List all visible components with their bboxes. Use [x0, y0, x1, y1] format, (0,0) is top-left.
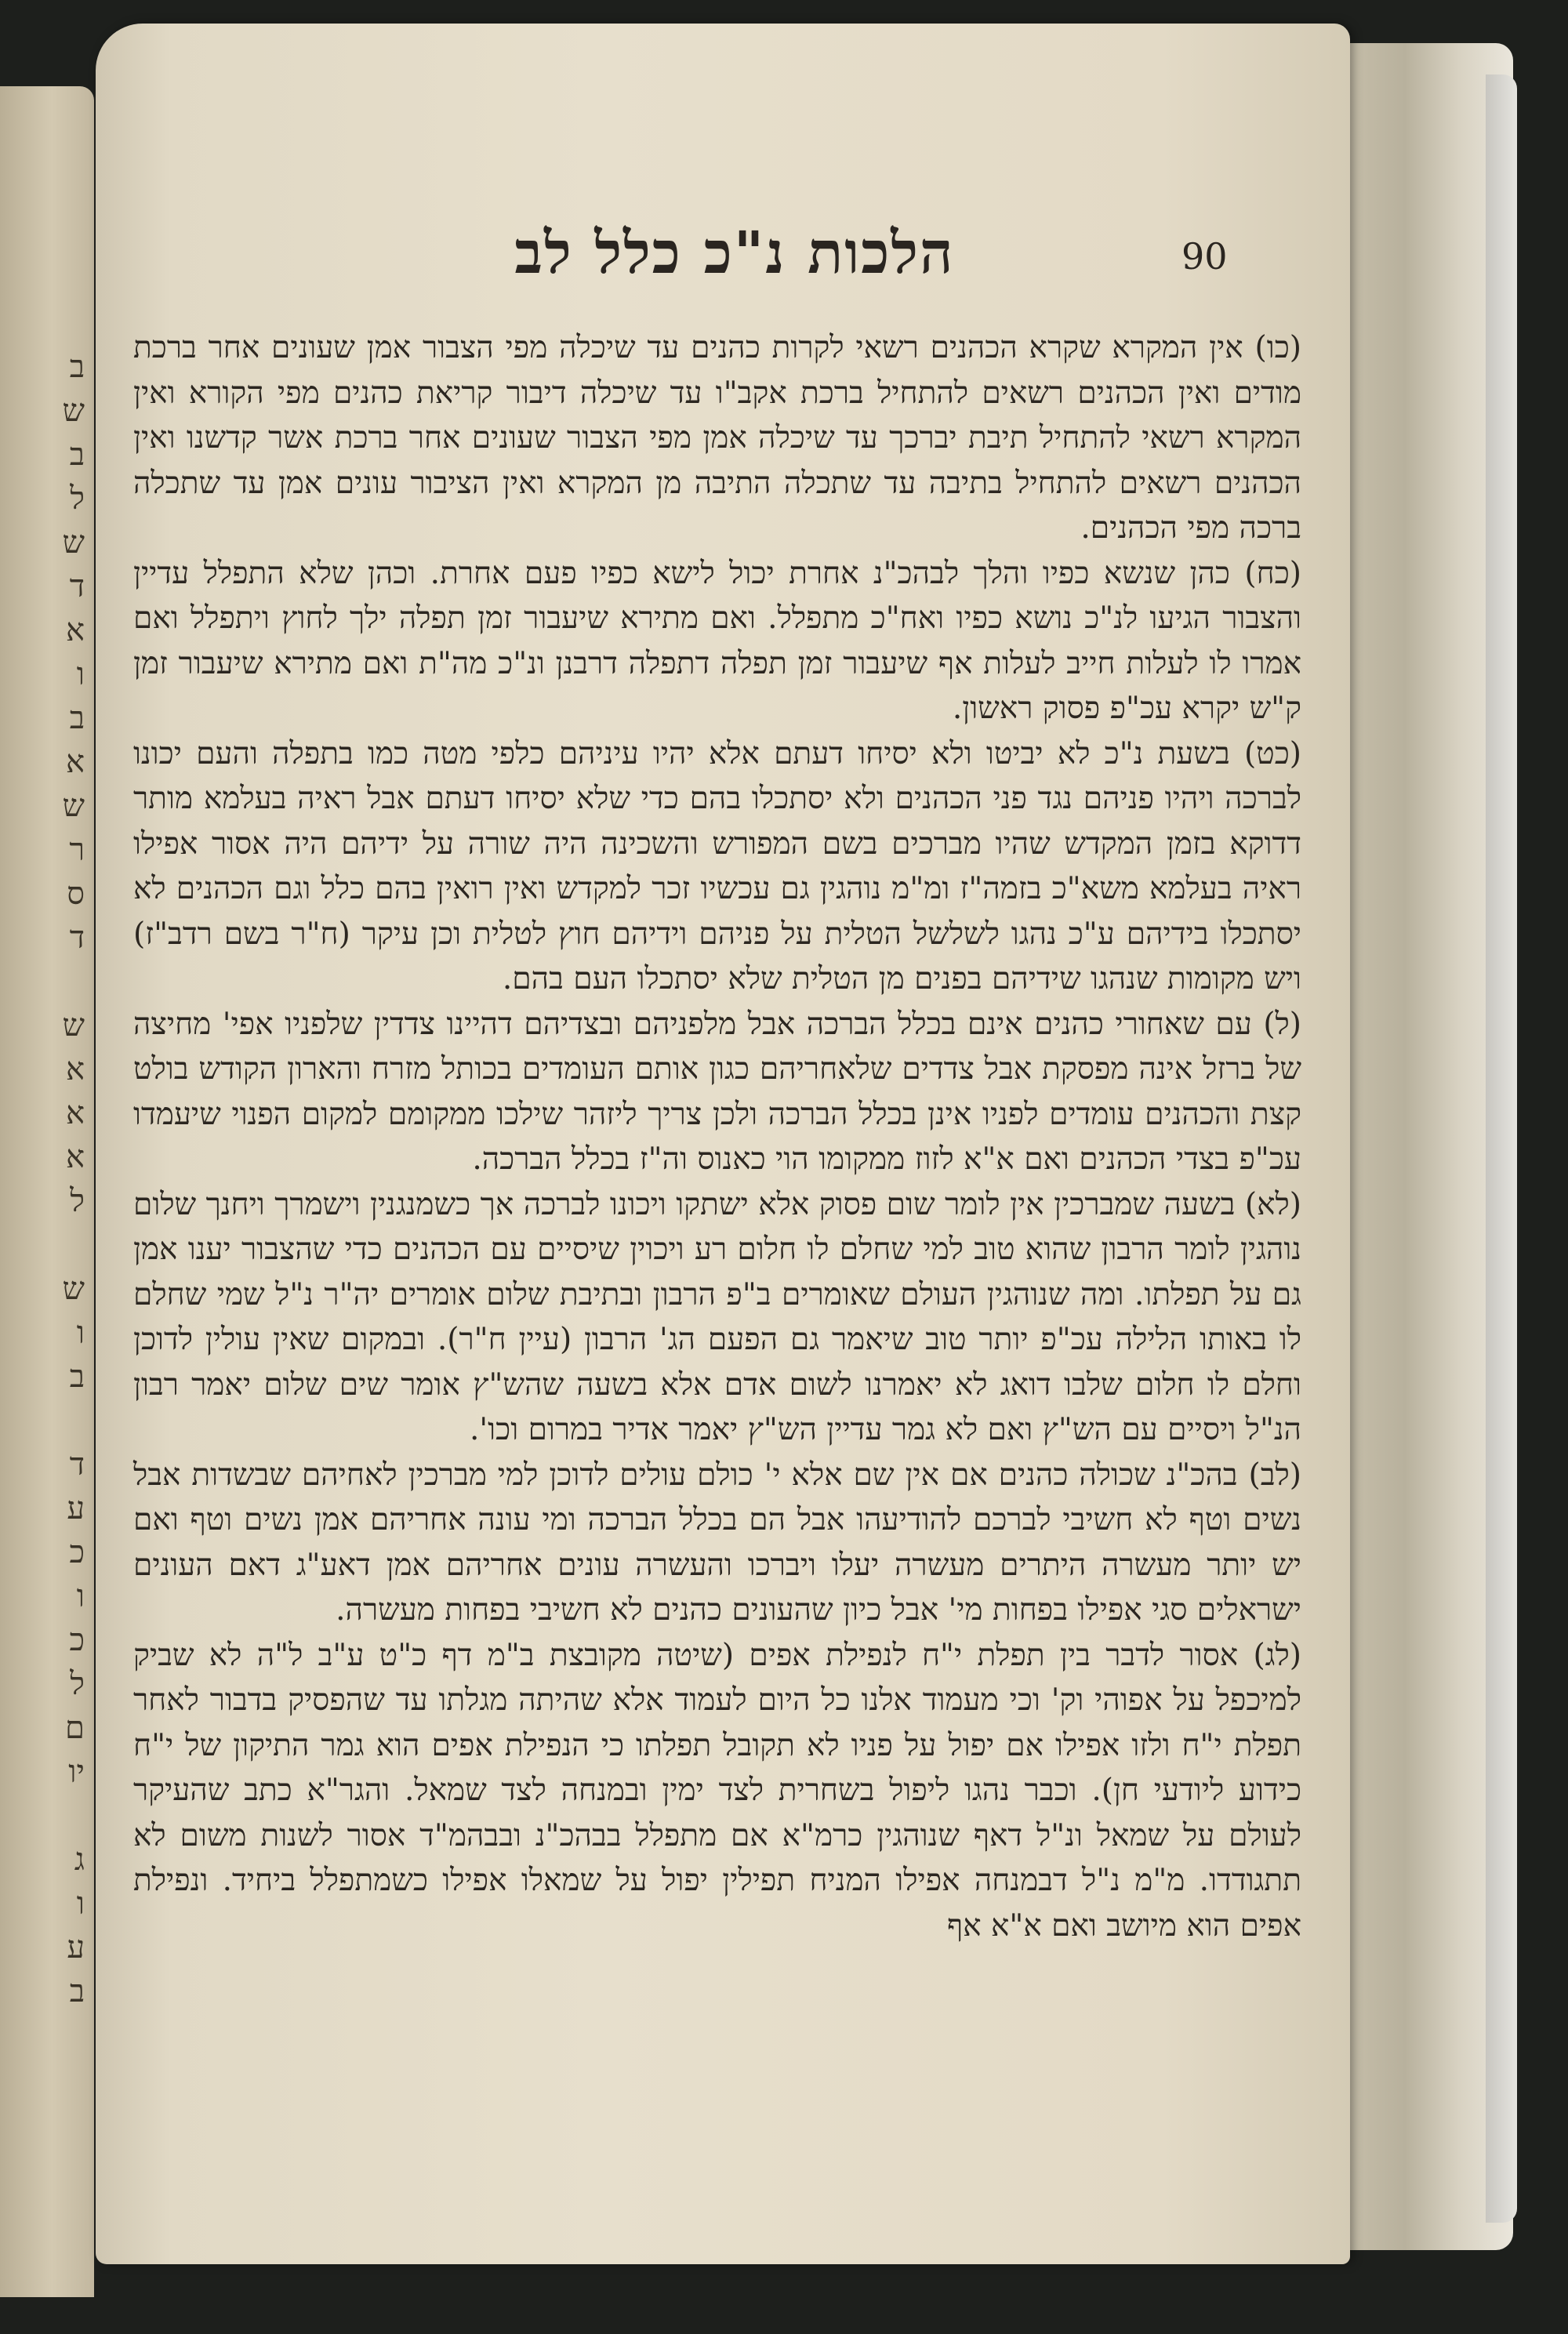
paragraph-text: אין המקרא שקרא הכהנים רשאי לקרות כהנים עד שיכלה מפי הצבור אמן שעונים אחר ברכת מודים ואין הכהנים רשאים להתחיל ברכת אקב"ו עד שיכלה דיבור קריאת כהנים מפי הקורא ואין המקרא רשאי להתחיל תיבת יברכך עד שיכלה אמן מפי הצבור שעונים אחר ברכת אשר קדשנו ואין הכהנים רשאים להתחיל בתיבה עד שתכלה התיבה מן המקרא ואין הציבור עונים אמן עד שתכלה ברכה מפי הכהנים. — [133, 330, 1301, 546]
paragraph-number: (כח) — [1244, 555, 1301, 591]
paragraph-number: (לב) — [1248, 1457, 1301, 1493]
facing-page-text-fragment: ב ש ב ל ש ד א ו ב א ש ר ס ד ש א א א ל ש ו ב ד ע כ ו כ ל ם יו ג ו ע ב — [62, 349, 85, 2009]
paragraph-lamed-gimel — [133, 1633, 1301, 1949]
paragraph-lamed-bet — [133, 1453, 1301, 1633]
paragraph-text: בשעת נ"כ לא יביטו ולא יסיחו דעתם אלא יהיו עיניהם כלפי מטה כמו בתפלה והעם יכונו לברכה ויהיו פניהם נגד פני הכהנים ולא יסתכלו בהם כדי שלא יסיחו דעתם אבל ראיה בעלמא מותר דדוקא בזמן המקדש שהיו מברכים בשם המפורש והשכינה היה שורה על ידיהם היה אסור אפילו ראיה בעלמא משא"כ בזמה"ז ומ"מ נוהגין גם עכשיו זכר למקדש ואין רואין בהם כלל וגם הכהנים לא יסתכלו בידיהם ע"כ נהגו לשלשל הטלית על פניהם וידיהם חוץ לטלית וכן עיקר (ח"ר בשם רדב"ז) ויש מקומות שנהגו שידיהם בפנים מן הטלית שלא יסתכלו העם בהם. — [133, 735, 1301, 996]
paragraph-number: (כט) — [1243, 735, 1301, 771]
paragraph-text: בהכ"נ שכולה כהנים אם אין שם אלא י' כולם עולים לדוכן למי מברכין לאחיהם שבשדות אבל נשים וטף לא חשיבי לברכם להודיעהו אבל הם בכלל הברכה ומי עונה אחריהם אמן נשים וטף ואם יש יותר מעשרה היתרים מעשרה יעלו ויברכו והעשרה עונים אחריהם אמן דאע"ג דאם העונים ישראלים סגי אפילו בפחות מי' אבל כיון שהעונים כהנים לא חשיבי בפחות מעשרה. — [133, 1457, 1301, 1628]
page-number: 90 — [1181, 235, 1228, 278]
paragraph-number: (לא) — [1244, 1186, 1301, 1222]
paragraph-text: אסור לדבר בין תפלת י"ח לנפילת אפים (שיטה מקובצת ב"מ דף כ"ט ע"ב ל"ה לא שביק למיכפל על אפוהי וק' וכי מעמוד אלנו כל היום לעמוד אלא שהיתה מגלתו עד שהפסיק בדבור לאחר תפלת י"ח ולזו אפילו אם יפול על פניו לא תקובל תפלתו כי הנפילת אפים הוא גמר התיקון של י"ח כידוע ליודעי חן). וכבר נהגו ליפול בשחרית לצד ימין ובמנחה לצד שמאל. והגר"א כתב שהעיקר לעולם על שמאל ונ"ל דאף שנוהגין כרמ"א אם מתפלל בבהכ"נ ובבהמ"ד אסור לשנות משום לא תתגודדו. מ"מ נ"ל דבמנחה אפילו המניח תפילין יפול על שמאלו אפילו כשמתפלל ביחיד. ונפילת אפים הוא מיושב ואם א"א אף — [133, 1637, 1301, 1944]
paragraph-number: (לג) — [1253, 1637, 1302, 1673]
paragraph-text: כהן שנשא כפיו והלך לבהכ"נ אחרת יכול לישא כפיו פעם אחרת. וכהן שלא התפלל עדיין והצבור הגיעו לנ"כ נושא כפיו ואח"כ מתפלל. ואם מתירא שיעבור זמן תפלה ילך לחוץ ויתפלל ואם אמרו לו לעלות חייב לעלות אף שיעבור זמן תפלה דתפלה דרבנן ונ"כ מה"ת ואם מתירא שיעבור זמן ק"ש יקרא עכ"פ פסוק ראשון. — [133, 555, 1301, 726]
body-text — [133, 325, 1301, 2176]
paragraph-text: בשעה שמברכין אין לומר שום פסוק אלא ישתקו ויכונו לברכה אך כשמנגנין וישמרך ויחנך שלום נוהגין לומר הרבון שהוא טוב למי שחלם לו חלום רע ויכוין שיסיים עם הכהנים כדי שהצבור יענו אמן גם על תפלתו. ומה שנוהגין העולם שאומרים ב"פ הרבון ובתיבת שלום אומרים יה"ר נ"ל שמי שחלם לו באותו הלילה עכ"פ יותר טוב שיאמר גם הפעם הג' הרבון (עיין ח"ר). ובמקום שאין עולין לדוכן וחלם לו חלום שלבו דואג לא יאמרנו לשום אדם אלא בשעה שהש"ץ אומר שים שלום יאמר רבון הנ"ל ויסיים עם הש"ץ ואם לא גמר עדיין הש"ץ יאמר אדיר במרום וכו'. — [133, 1186, 1301, 1447]
paragraph-lamed-alef — [133, 1182, 1301, 1453]
book-cover-edge — [1486, 74, 1517, 2223]
facing-page-edge — [0, 86, 94, 2297]
paragraph-number: (ל) — [1263, 1006, 1301, 1042]
paragraph-kaf-tet — [133, 731, 1301, 1002]
paragraph-kaf-vav — [133, 325, 1301, 551]
paragraph-lamed — [133, 1002, 1301, 1182]
page-header — [96, 220, 1350, 314]
paragraph-number: (כו) — [1254, 330, 1301, 365]
paragraph-kaf-chet — [133, 551, 1301, 731]
paragraph-text: עם שאחורי כהנים אינם בכלל הברכה אבל מלפניהם ובצדיהם דהיינו צדדין שלפניו אפי' מחיצה של ברזל אינה מפסקת אבל צדדים שלאחריהם כגון אותם העומדים בכותל מזרח והארון הקודש בולט קצת והכהנים עומדים לפניו אינן בכלל הברכה ולכן צריך ליזהר שילכו ממקומם למקום הפנוי שיעמדו עכ"פ בצדי הכהנים ואם א"א לזוז ממקומו הוי כאנוס וה"ז בכלל הברכה. — [133, 1006, 1301, 1177]
running-title: הלכות נ"כ כלל לב — [514, 220, 955, 287]
book-page — [96, 24, 1350, 2264]
